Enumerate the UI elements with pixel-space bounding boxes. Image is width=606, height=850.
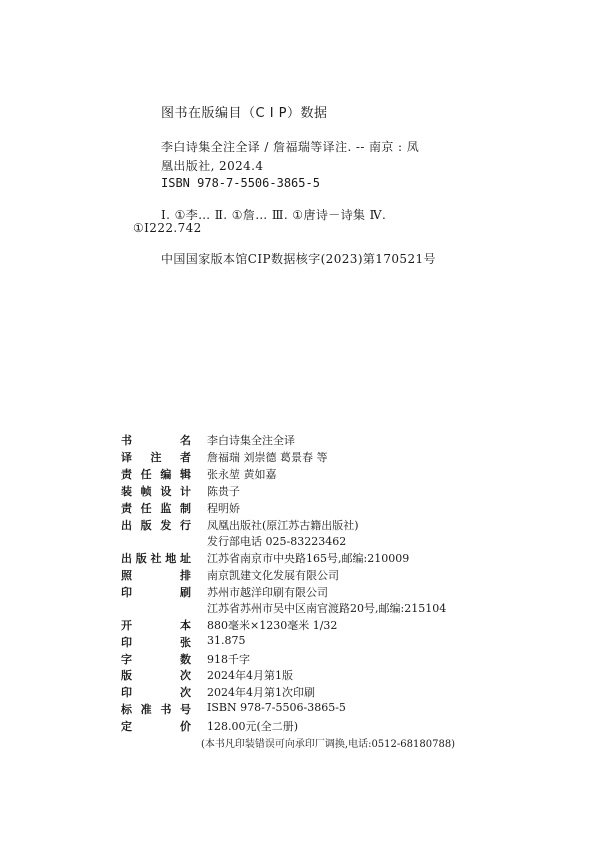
info-value: 128.00元(全二册) <box>207 720 299 733</box>
info-value: 詹福瑞 刘崇德 葛景春 等 <box>207 451 328 464</box>
info-label: 印 次 <box>121 686 191 699</box>
info-value: 31.875 <box>207 634 246 647</box>
cip-isbn: ISBN 978-7-5506-3865-5 <box>161 176 320 190</box>
info-value: 江苏省南京市中央路165号,邮编:210009 <box>207 552 410 565</box>
info-label: 装 帧 设 计 <box>121 485 191 498</box>
info-value: 程明娇 <box>207 502 240 515</box>
info-label: 字 数 <box>121 653 191 666</box>
info-label: 照 排 <box>121 569 191 582</box>
info-label: 定 价 <box>121 720 191 733</box>
info-value: 发行部电话 025-83223462 <box>207 535 347 548</box>
cip-heading: 图书在版编目（C I P）数据 <box>161 106 328 121</box>
info-label: 印 刷 <box>121 586 191 599</box>
cip-classification-line1: Ⅰ. ①李… Ⅱ. ①詹… Ⅲ. ①唐诗－诗集 Ⅳ. <box>161 208 387 222</box>
info-value: 2024年4月第1版 <box>207 669 293 682</box>
info-label: 印 张 <box>121 636 191 649</box>
info-label: 书 名 <box>121 434 191 447</box>
info-value: 2024年4月第1次印刷 <box>207 686 315 699</box>
cip-record-number: 中国国家版本馆CIP数据核字(2023)第170521号 <box>161 252 436 266</box>
info-value: (本书凡印装错误可向承印厂调换,电话:0512-68180788) <box>201 739 456 750</box>
info-label: 出 版 社 地 址 <box>121 552 191 565</box>
info-value: 陈贵子 <box>207 485 240 498</box>
info-label: 责 任 监 制 <box>121 502 191 515</box>
info-value: 江苏省苏州市吴中区南官渡路20号,邮编:215104 <box>207 602 447 615</box>
info-label: 版 次 <box>121 669 191 682</box>
info-value: 李白诗集全注全译 <box>207 434 295 447</box>
cip-publisher-line: 凰出版社, 2024.4 <box>161 159 264 173</box>
info-value: 凤凰出版社(原江苏古籍出版社) <box>207 519 359 532</box>
info-label: 责 任 编 辑 <box>121 468 191 481</box>
info-value: ISBN 978-7-5506-3865-5 <box>207 701 346 714</box>
info-value: 苏州市越洋印刷有限公司 <box>207 586 328 599</box>
info-value: 918千字 <box>207 653 250 666</box>
cip-title-line: 李白诗集全注全译 / 詹福瑞等译注. -- 南京 : 凤 <box>161 140 420 154</box>
info-value: 张永堃 黄如嘉 <box>207 468 277 481</box>
info-label: 出 版 发 行 <box>121 519 191 532</box>
info-label: 译 注 者 <box>121 451 191 464</box>
info-value: 南京凯建文化发展有限公司 <box>207 569 339 582</box>
info-value: 880毫米×1230毫米 1/32 <box>207 619 338 632</box>
info-label: 开 本 <box>121 619 191 632</box>
cip-classification-line2: ①I222.742 <box>133 221 202 235</box>
info-label: 标 准 书 号 <box>121 703 191 716</box>
